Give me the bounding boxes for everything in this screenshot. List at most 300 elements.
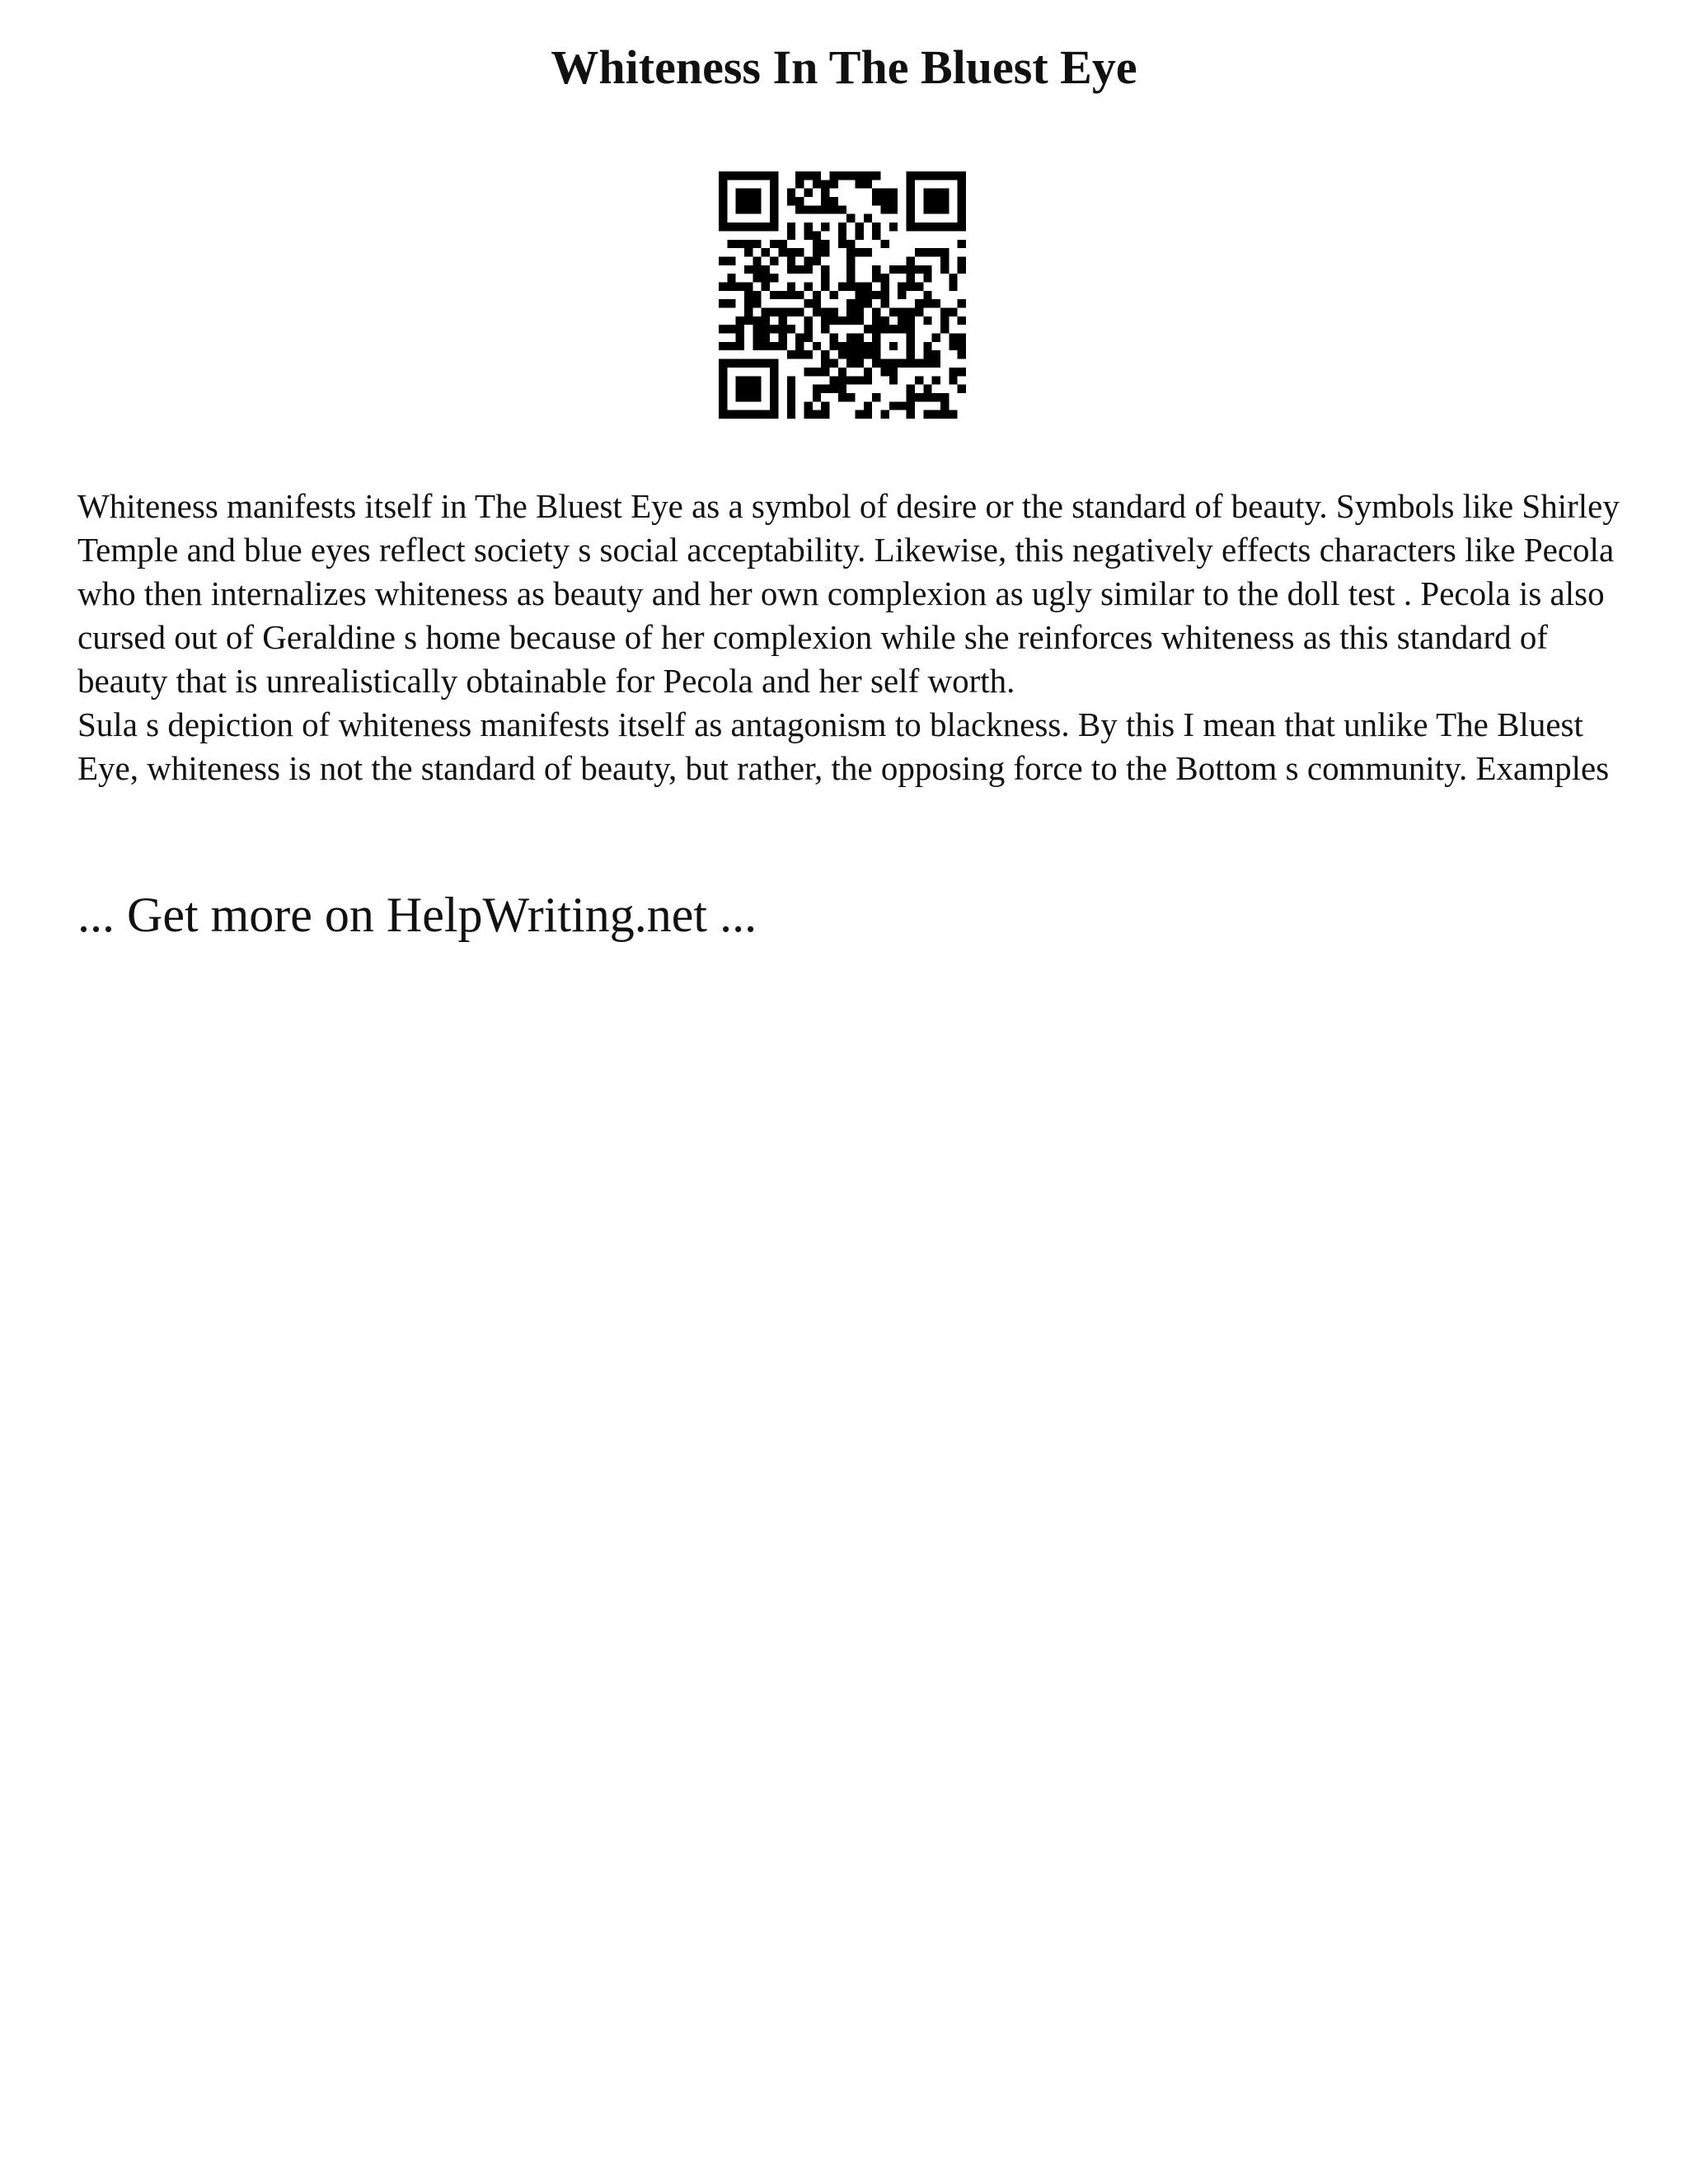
qr-module — [958, 316, 966, 325]
qr-module — [923, 410, 931, 419]
qr-module — [949, 342, 957, 350]
qr-module — [795, 265, 804, 274]
qr-module — [736, 410, 744, 419]
qr-module — [821, 240, 829, 248]
qr-module — [753, 205, 761, 213]
qr-module — [787, 291, 795, 299]
qr-module — [727, 325, 735, 333]
qr-module — [762, 342, 770, 350]
qr-module — [889, 197, 898, 205]
qr-module — [821, 401, 829, 410]
qr-module — [753, 325, 761, 333]
qr-module — [821, 180, 829, 188]
qr-module — [736, 205, 744, 213]
qr-module — [744, 316, 753, 325]
qr-module — [872, 223, 880, 231]
qr-module — [719, 223, 727, 231]
qr-module — [821, 282, 829, 290]
qr-module — [907, 189, 915, 197]
qr-module — [864, 401, 872, 410]
qr-module — [804, 171, 812, 180]
qr-module — [872, 231, 880, 239]
qr-module — [958, 385, 966, 393]
qr-module — [813, 299, 821, 307]
qr-module — [821, 197, 829, 205]
qr-module — [889, 205, 898, 213]
qr-module — [907, 265, 915, 274]
qr-module — [907, 171, 915, 180]
qr-module — [727, 274, 735, 282]
qr-module — [932, 223, 940, 231]
qr-module — [762, 308, 770, 316]
qr-module — [813, 410, 821, 419]
qr-module — [856, 248, 864, 256]
qr-module — [898, 282, 906, 290]
qr-module — [889, 189, 898, 197]
qr-module — [949, 376, 957, 384]
qr-module — [762, 265, 770, 274]
qr-module — [770, 214, 778, 223]
qr-module — [762, 248, 770, 256]
qr-module — [829, 180, 837, 188]
qr-module — [719, 393, 727, 401]
qr-module — [719, 214, 727, 223]
qr-module — [872, 189, 880, 197]
qr-module — [958, 256, 966, 265]
qr-module — [838, 342, 846, 350]
qr-module — [846, 171, 855, 180]
qr-module — [804, 368, 812, 376]
qr-module — [778, 342, 786, 350]
qr-module — [915, 376, 923, 384]
qr-module — [856, 171, 864, 180]
qr-module — [719, 342, 727, 350]
get-more-link[interactable]: ... Get more on HelpWriting.net ... — [77, 888, 757, 942]
qr-module — [753, 223, 761, 231]
qr-module — [846, 376, 855, 384]
qr-module — [923, 359, 931, 368]
qr-module — [744, 376, 753, 384]
qr-module — [856, 376, 864, 384]
qr-module — [778, 308, 786, 316]
qr-module — [813, 291, 821, 299]
qr-module — [762, 325, 770, 333]
qr-module — [958, 240, 966, 248]
qr-module — [949, 282, 957, 290]
qr-module — [915, 171, 923, 180]
qr-module — [821, 265, 829, 274]
qr-module — [821, 308, 829, 316]
qr-module — [719, 401, 727, 410]
qr-module — [821, 189, 829, 197]
qr-module — [923, 197, 931, 205]
qr-module — [949, 368, 957, 376]
qr-module — [864, 180, 872, 188]
qr-module — [958, 265, 966, 274]
qr-module — [829, 359, 837, 368]
qr-module — [889, 359, 898, 368]
qr-module — [923, 189, 931, 197]
qr-module — [736, 376, 744, 384]
qr-module — [898, 265, 906, 274]
qr-module — [795, 248, 804, 256]
qr-module — [872, 325, 880, 333]
qr-module — [778, 316, 786, 325]
qr-module — [881, 325, 889, 333]
qr-module — [940, 248, 949, 256]
qr-module — [727, 342, 735, 350]
qr-module — [753, 291, 761, 299]
qr-module — [958, 171, 966, 180]
qr-module — [958, 197, 966, 205]
qr-module — [770, 256, 778, 265]
qr-module — [889, 342, 898, 350]
qr-module — [719, 180, 727, 188]
qr-module — [787, 248, 795, 256]
page-title: Whiteness In The Bluest Eye — [551, 40, 1137, 94]
qr-module — [940, 410, 949, 419]
qr-module — [923, 223, 931, 231]
qr-module — [719, 205, 727, 213]
qr-module — [846, 316, 855, 325]
qr-module — [838, 231, 846, 239]
qr-module — [846, 350, 855, 359]
qr-module — [932, 334, 940, 342]
qr-module — [804, 350, 812, 359]
qr-module — [838, 240, 846, 248]
document-body — [77, 485, 1627, 790]
qr-module — [753, 240, 761, 248]
qr-module — [795, 334, 804, 342]
qr-module — [958, 189, 966, 197]
qr-module — [864, 325, 872, 333]
qr-module — [804, 282, 812, 290]
qr-module — [787, 393, 795, 401]
qr-module — [856, 231, 864, 239]
qr-module — [949, 274, 957, 282]
qr-module — [813, 180, 821, 188]
qr-module — [821, 359, 829, 368]
qr-module — [744, 410, 753, 419]
qr-module — [770, 376, 778, 384]
qr-module — [838, 171, 846, 180]
qr-module — [932, 248, 940, 256]
qr-module — [923, 291, 931, 299]
qr-module — [907, 316, 915, 325]
qr-module — [898, 291, 906, 299]
qr-module — [923, 393, 931, 401]
qr-module — [821, 274, 829, 282]
qr-module — [881, 205, 889, 213]
qr-module — [727, 282, 735, 290]
qr-module — [907, 359, 915, 368]
qr-module — [846, 265, 855, 274]
qr-module — [821, 410, 829, 419]
qr-module — [770, 393, 778, 401]
qr-module — [770, 205, 778, 213]
qr-module — [958, 342, 966, 350]
qr-module — [795, 350, 804, 359]
qr-module — [762, 282, 770, 290]
qr-module — [856, 291, 864, 299]
qr-module — [898, 316, 906, 325]
qr-module — [881, 197, 889, 205]
qr-module — [907, 334, 915, 342]
qr-module — [719, 189, 727, 197]
qr-module — [804, 410, 812, 419]
qr-module — [949, 334, 957, 342]
qr-module — [856, 410, 864, 419]
qr-module — [813, 308, 821, 316]
qr-module — [770, 368, 778, 376]
qr-code-icon — [719, 171, 966, 419]
qr-module — [940, 308, 949, 316]
qr-module — [846, 308, 855, 316]
qr-module — [907, 350, 915, 359]
qr-module — [804, 231, 812, 239]
qr-module — [898, 401, 906, 410]
qr-module — [872, 342, 880, 350]
qr-module — [770, 240, 778, 248]
qr-module — [829, 316, 837, 325]
qr-module — [753, 410, 761, 419]
qr-module — [787, 189, 795, 197]
qr-module — [940, 189, 949, 197]
qr-module — [795, 171, 804, 180]
qr-module — [753, 316, 761, 325]
qr-module — [804, 265, 812, 274]
qr-module — [932, 350, 940, 359]
qr-module — [770, 180, 778, 188]
qr-module — [940, 401, 949, 410]
qr-module — [940, 197, 949, 205]
qr-module — [923, 385, 931, 393]
qr-module — [770, 410, 778, 419]
qr-module — [770, 197, 778, 205]
qr-module — [795, 180, 804, 188]
qr-module — [907, 393, 915, 401]
qr-module — [923, 248, 931, 256]
qr-module — [838, 350, 846, 359]
qr-module — [727, 171, 735, 180]
qr-module — [940, 325, 949, 333]
qr-module — [813, 342, 821, 350]
qr-module — [898, 359, 906, 368]
qr-module — [753, 393, 761, 401]
qr-module — [940, 265, 949, 274]
qr-module — [744, 393, 753, 401]
qr-module — [727, 299, 735, 307]
qr-module — [846, 342, 855, 350]
qr-module — [770, 359, 778, 368]
qr-module — [915, 299, 923, 307]
qr-module — [881, 359, 889, 368]
qr-module — [778, 334, 786, 342]
qr-module — [889, 223, 898, 231]
qr-module — [958, 205, 966, 213]
qr-module — [813, 368, 821, 376]
qr-module — [787, 385, 795, 393]
qr-module — [889, 308, 898, 316]
qr-module — [940, 205, 949, 213]
qr-module — [907, 223, 915, 231]
qr-module — [762, 334, 770, 342]
qr-module — [753, 376, 761, 384]
qr-module — [753, 274, 761, 282]
qr-module — [736, 240, 744, 248]
qr-module — [744, 265, 753, 274]
qr-module — [744, 308, 753, 316]
qr-module — [949, 308, 957, 316]
qr-module — [762, 410, 770, 419]
qr-module — [872, 334, 880, 342]
qr-module — [846, 274, 855, 282]
qr-module — [804, 325, 812, 333]
qr-module — [898, 325, 906, 333]
qr-module — [864, 410, 872, 419]
qr-module — [787, 256, 795, 265]
qr-module — [719, 197, 727, 205]
qr-module — [881, 316, 889, 325]
qr-module — [907, 180, 915, 188]
qr-module — [753, 171, 761, 180]
qr-module — [846, 334, 855, 342]
qr-module — [958, 223, 966, 231]
qr-module — [856, 350, 864, 359]
qr-module — [744, 189, 753, 197]
qr-module — [813, 385, 821, 393]
qr-module — [829, 171, 837, 180]
qr-module — [907, 214, 915, 223]
qr-module — [940, 256, 949, 265]
qr-module — [915, 223, 923, 231]
qr-module — [719, 359, 727, 368]
qr-module — [856, 342, 864, 350]
qr-module — [744, 197, 753, 205]
qr-module — [889, 265, 898, 274]
qr-module — [770, 189, 778, 197]
qr-module — [821, 223, 829, 231]
qr-module — [838, 368, 846, 376]
qr-module — [923, 171, 931, 180]
qr-module — [856, 359, 864, 368]
qr-module — [846, 248, 855, 256]
qr-module — [829, 291, 837, 299]
qr-module — [813, 393, 821, 401]
qr-module — [915, 282, 923, 290]
qr-module — [813, 240, 821, 248]
qr-module — [838, 376, 846, 384]
qr-module — [958, 299, 966, 307]
qr-module — [881, 291, 889, 299]
qr-module — [744, 223, 753, 231]
qr-module — [821, 385, 829, 393]
qr-module — [940, 171, 949, 180]
qr-module — [787, 325, 795, 333]
qr-module — [719, 256, 727, 265]
qr-module — [719, 376, 727, 384]
qr-module — [762, 171, 770, 180]
qr-module — [864, 368, 872, 376]
qr-module — [872, 265, 880, 274]
qr-module — [727, 240, 735, 248]
qr-module — [787, 308, 795, 316]
qr-module — [719, 368, 727, 376]
qr-module — [923, 350, 931, 359]
qr-module — [787, 401, 795, 410]
qr-module — [804, 334, 812, 342]
qr-module — [846, 299, 855, 307]
qr-module — [923, 342, 931, 350]
qr-module — [915, 393, 923, 401]
qr-module — [932, 359, 940, 368]
qr-module — [821, 350, 829, 359]
qr-module — [736, 171, 744, 180]
qr-module — [881, 282, 889, 290]
qr-module — [907, 385, 915, 393]
qr-module — [719, 299, 727, 307]
qr-module — [736, 325, 744, 333]
qr-module — [949, 410, 957, 419]
qr-module — [856, 316, 864, 325]
qr-module — [838, 385, 846, 393]
qr-module — [915, 248, 923, 256]
qr-module — [864, 248, 872, 256]
qr-module — [958, 180, 966, 188]
qr-module — [762, 359, 770, 368]
qr-module — [770, 223, 778, 231]
qr-module — [915, 265, 923, 274]
qr-module — [907, 410, 915, 419]
qr-module — [795, 342, 804, 350]
qr-module — [736, 342, 744, 350]
qr-module — [821, 316, 829, 325]
qr-module — [907, 308, 915, 316]
qr-module — [829, 376, 837, 384]
qr-module — [787, 197, 795, 205]
qr-module — [736, 359, 744, 368]
qr-module — [923, 299, 931, 307]
qr-module — [881, 240, 889, 248]
qr-module — [804, 401, 812, 410]
qr-module — [856, 223, 864, 231]
qr-module — [787, 223, 795, 231]
qr-module — [856, 334, 864, 342]
qr-module — [770, 171, 778, 180]
qr-module — [804, 189, 812, 197]
qr-module — [846, 214, 855, 223]
qr-module — [813, 171, 821, 180]
qr-module — [932, 189, 940, 197]
qr-module — [770, 325, 778, 333]
qr-module — [719, 325, 727, 333]
qr-module — [770, 342, 778, 350]
qr-module — [838, 282, 846, 290]
qr-module — [846, 240, 855, 248]
qr-module — [889, 401, 898, 410]
qr-module — [881, 189, 889, 197]
qr-module — [753, 197, 761, 205]
qr-module — [872, 171, 880, 180]
qr-module — [838, 223, 846, 231]
qr-module — [787, 350, 795, 359]
qr-module — [958, 334, 966, 342]
qr-module — [856, 299, 864, 307]
qr-module — [856, 308, 864, 316]
qr-module — [856, 282, 864, 290]
qr-module — [778, 291, 786, 299]
qr-module — [864, 299, 872, 307]
